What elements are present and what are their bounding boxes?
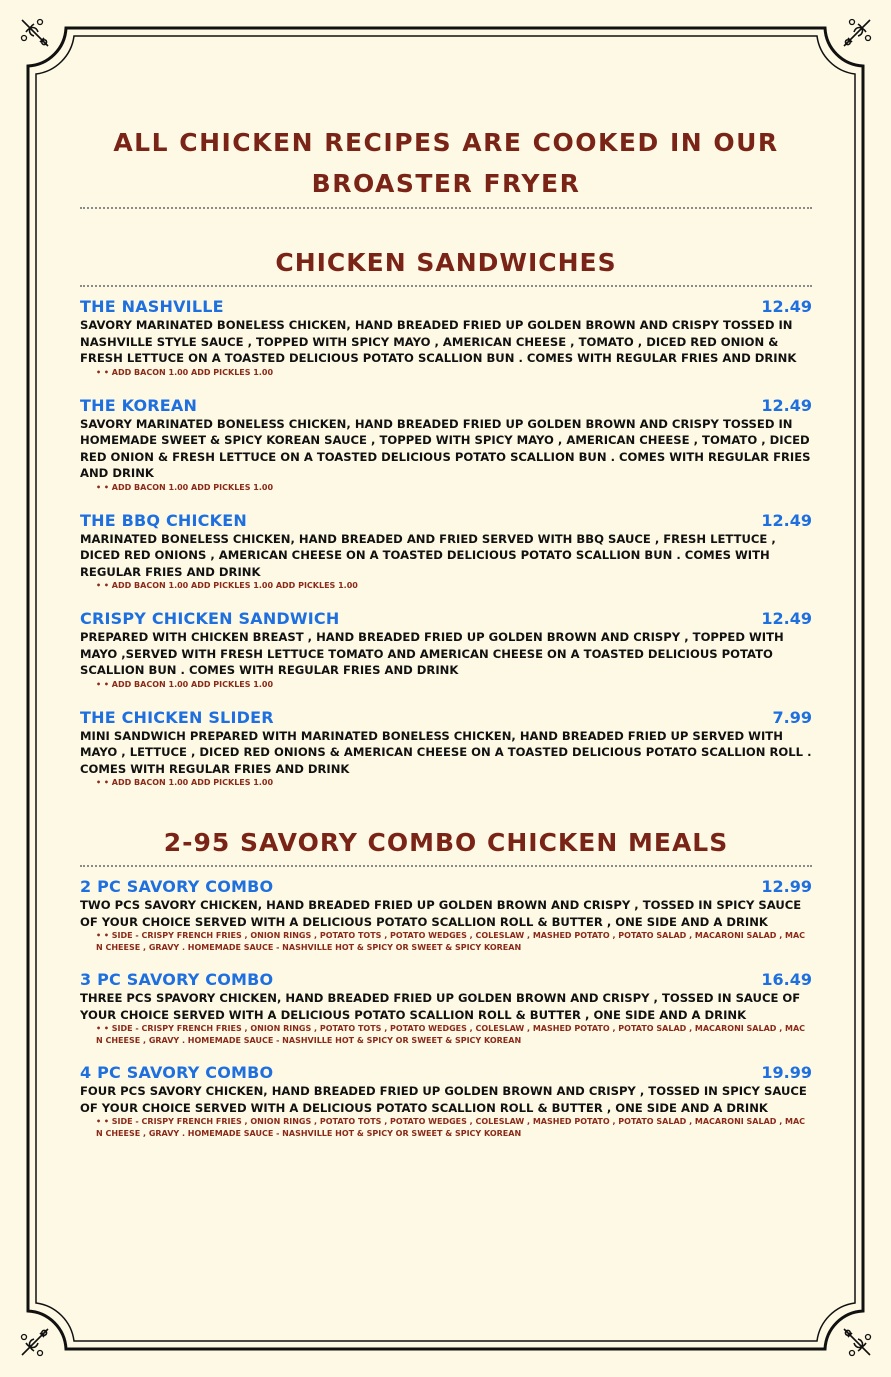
item-addon-note: • • ADD BACON 1.00 ADD PICKLES 1.00 xyxy=(96,778,274,787)
menu-page xyxy=(80,120,812,1140)
item-name: THE BBQ CHICKEN xyxy=(80,510,247,530)
item-price: 12.49 xyxy=(761,297,812,316)
section-title: CHICKEN SANDWICHES xyxy=(275,248,617,277)
item-price: 7.99 xyxy=(772,707,812,727)
item-side-options: • • SIDE - CRISPY FRENCH FRIES , ONION RINGS , POTATO TOTS , POTATO WEDGES , COLESLAW , MASHED POTATO , POTATO SALAD , MACARONI SALAD , MAC N CHEESE , GRAVY . HOMEMADE SAUCE - NASHVILLE HOT & SPICY OR SWEET & SPICY KOREAN xyxy=(96,1117,806,1138)
banner-line-1: ALL CHICKEN RECIPES ARE COOKED IN OUR xyxy=(113,128,779,157)
menu-item xyxy=(80,1063,812,1140)
item-side-options: • • SIDE - CRISPY FRENCH FRIES , ONION RINGS , POTATO TOTS , POTATO WEDGES , COLESLAW , MASHED POTATO , POTATO SALAD , MACARONI SALAD , MAC N CHEESE , GRAVY . HOMEMADE SAUCE - NASHVILLE HOT & SPICY OR SWEET & SPICY KOREAN xyxy=(96,931,806,952)
item-description: SAVORY MARINATED BONELESS CHICKEN, HAND BREADED FRIED UP GOLDEN BROWN AND CRISPY TOSSED IN HOMEMADE SWEET & SPICY KOREAN SAUCE , TOPPED WITH SPICY MAYO , AMERICAN CHEESE , TOMATO , DICED RED ONION & FRESH LETTUCE ON A TOASTED DELICIOUS POTATO SCALLION BUN . COMES WITH REGULAR FRIES AND DRINK xyxy=(80,416,811,480)
item-name: THE CHICKEN SLIDER xyxy=(80,707,274,727)
banner xyxy=(80,124,812,209)
item-name: THE NASHVILLE xyxy=(80,297,224,316)
section-divider xyxy=(80,865,812,867)
menu-item xyxy=(80,609,812,691)
section-chicken-sandwiches xyxy=(80,247,812,789)
item-description: FOUR PCS SAVORY CHICKEN, HAND BREADED FRIED UP GOLDEN BROWN AND CRISPY , TOSSED IN SPICY SAUCE OF YOUR CHOICE SERVED WITH A DELICIOUS POTATO SCALLION ROLL & BUTTER , ONE SIDE AND A DRINK xyxy=(80,1084,807,1115)
item-description: THREE PCS SPAVORY CHICKEN, HAND BREADED FRIED UP GOLDEN BROWN AND CRISPY , TOSSED IN SAUCE OF YOUR CHOICE SERVED WITH A DELICIOUS POTATO SCALLION ROLL & BUTTER , ONE SIDE AND A DRINK xyxy=(80,991,801,1022)
menu-item xyxy=(80,396,812,494)
corner-flourish-icon xyxy=(840,1325,874,1359)
item-addon-note: • • ADD BACON 1.00 ADD PICKLES 1.00 xyxy=(96,367,274,377)
item-price: 12.49 xyxy=(761,609,812,628)
item-addon-note: • • ADD BACON 1.00 ADD PICKLES 1.00 xyxy=(96,679,274,689)
section-title: 2-95 SAVORY COMBO CHICKEN MEALS xyxy=(163,828,729,857)
item-addon-note: • • ADD BACON 1.00 ADD PICKLES 1.00 ADD PICKLES 1.00 xyxy=(96,581,358,590)
item-description: MARINATED BONELESS CHICKEN, HAND BREADED AND FRIED SERVED WITH BBQ SAUCE , FRESH LETTUCE , DICED RED ONIONS , AMERICAN CHEESE ON A TOASTED DELICIOUS POTATO SCALLION BUN . COMES WITH REGULAR FRIES AND DRINK xyxy=(80,531,776,579)
menu-item xyxy=(80,297,812,379)
corner-flourish-icon xyxy=(18,1325,52,1359)
item-name: 3 PC SAVORY COMBO xyxy=(80,970,274,989)
banner-divider xyxy=(80,207,812,209)
item-price: 12.99 xyxy=(761,877,812,896)
item-description: PREPARED WITH CHICKEN BREAST , HAND BREADED FRIED UP GOLDEN BROWN AND CRISPY , TOPPED WITH MAYO ,SERVED WITH FRESH LETTUCE TOMATO AND AMERICAN CHEESE ON A TOASTED DELICIOUS POTATO SCALLION BUN . COMES WITH REGULAR FRIES AND DRINK xyxy=(80,630,784,677)
item-price: 12.49 xyxy=(761,395,812,415)
item-price: 19.99 xyxy=(761,1063,812,1082)
item-name: 4 PC SAVORY COMBO xyxy=(80,1063,274,1082)
item-description: SAVORY MARINATED BONELESS CHICKEN, HAND BREADED FRIED UP GOLDEN BROWN AND CRISPY TOSSED IN NASHVILLE STYLE SAUCE , TOPPED WITH SPICY MAYO , AMERICAN CHEESE , TOMATO , DICED RED ONION & FRESH LETTUCE ON A TOASTED DELICIOUS POTATO SCALLION BUN . COMES WITH REGULAR FRIES AND DRINK xyxy=(80,318,797,365)
section-divider xyxy=(80,285,812,287)
corner-flourish-icon xyxy=(840,16,874,50)
item-description: MINI SANDWICH PREPARED WITH MARINATED BONELESS CHICKEN, HAND BREADED FRIED UP SERVED WITH MAYO , LETTUCE , DICED RED ONIONS & AMERICAN CHEESE ON A TOASTED DELICIOUS POTATO SCALLION ROLL . COMES WITH REGULAR FRIES AND DRINK xyxy=(80,728,812,776)
corner-flourish-icon xyxy=(18,16,52,50)
item-name: 2 PC SAVORY COMBO xyxy=(80,877,274,896)
item-price: 12.49 xyxy=(761,510,812,530)
item-addon-note: • • ADD BACON 1.00 ADD PICKLES 1.00 xyxy=(96,482,274,492)
menu-item xyxy=(80,511,812,593)
item-price: 16.49 xyxy=(761,970,812,989)
menu-item xyxy=(80,708,812,790)
banner-line-2: BROASTER FRYER xyxy=(311,169,581,198)
item-name: CRISPY CHICKEN SANDWICH xyxy=(80,609,340,628)
menu-item xyxy=(80,970,812,1047)
item-name: THE KOREAN xyxy=(80,395,198,415)
menu-item xyxy=(80,877,812,954)
item-side-options: • • SIDE - CRISPY FRENCH FRIES , ONION RINGS , POTATO TOTS , POTATO WEDGES , COLESLAW , MASHED POTATO , POTATO SALAD , MACARONI SALAD , MAC N CHEESE , GRAVY . HOMEMADE SAUCE - NASHVILLE HOT & SPICY OR SWEET & SPICY KOREAN xyxy=(96,1024,806,1045)
item-description: TWO PCS SAVORY CHICKEN, HAND BREADED FRIED UP GOLDEN BROWN AND CRISPY , TOSSED IN SPICY SAUCE OF YOUR CHOICE SERVED WITH A DELICIOUS POTATO SCALLION ROLL & BUTTER , ONE SIDE AND A DRINK xyxy=(80,898,802,929)
section-combo-meals xyxy=(80,827,812,1140)
